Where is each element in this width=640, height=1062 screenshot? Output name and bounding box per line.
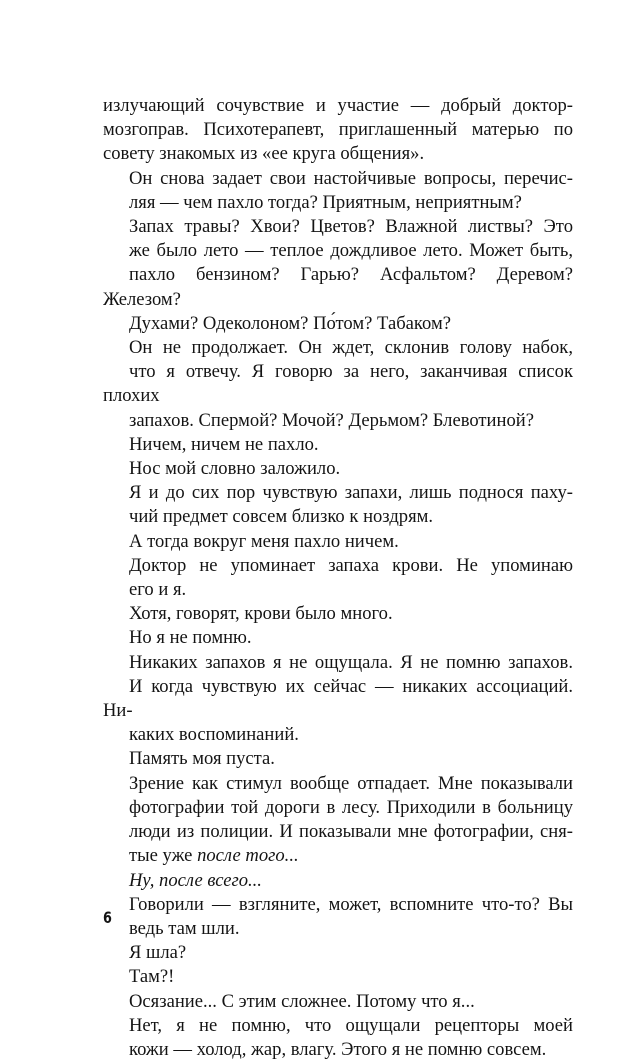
paragraph — [103, 530, 573, 554]
text-line: же было лето — теплое дождливое лето. Может быть, — [129, 240, 573, 262]
paragraph — [103, 167, 573, 215]
paragraph — [103, 433, 573, 457]
paragraph — [103, 651, 573, 748]
page-number: 6 — [103, 908, 112, 927]
paragraph — [103, 772, 573, 869]
text-line: Ничем, ничем не пахло. — [129, 433, 319, 455]
text-line: ляя — чем пахло тогда? Приятным, неприятным? — [129, 191, 522, 213]
paragraph — [103, 893, 573, 941]
text-line: Он не продолжает. Он ждет, склонив голову набок, — [129, 337, 573, 359]
text-line — [103, 844, 573, 868]
text-line: Говорили — взгляните, может, вспомните что-то? Вы — [129, 893, 573, 915]
text-line: излучающий сочувствие и участие — добрый доктор- — [103, 95, 573, 116]
paragraph — [103, 747, 573, 771]
text-line: Он снова задает свои настойчивые вопросы, перечис- — [129, 167, 573, 189]
text-line: Но я не помню. — [129, 627, 252, 649]
paragraph — [103, 312, 573, 336]
text-line: Нет, я не помню, что ощущали рецепторы моей — [129, 1014, 573, 1036]
text-line: Осязание... С этим сложнее. Потому что я... — [129, 990, 475, 1012]
italic-text-line: Ну, после всего... — [129, 869, 262, 891]
paragraph — [103, 965, 573, 989]
paragraph — [103, 869, 573, 893]
paragraph — [103, 336, 573, 433]
text-line: каких воспоминаний. — [129, 724, 299, 746]
text-line: Доктор не упоминает запаха крови. Не упоминаю — [129, 554, 573, 576]
text-line: А тогда вокруг меня пахло ничем. — [129, 530, 399, 552]
paragraph — [103, 481, 573, 529]
paragraph — [103, 94, 573, 167]
paragraph — [103, 626, 573, 650]
text-line: Нос мой словно заложило. — [129, 458, 341, 480]
paragraph — [103, 215, 573, 312]
text-line: Духами? Одеколоном? По́том? Табаком? — [129, 312, 451, 334]
text-line: ведь там шли. — [129, 917, 240, 939]
italic-text-run: после того... — [197, 845, 299, 867]
paragraph — [103, 941, 573, 965]
text-line: мозгоправ. Психотерапевт, приглашенный матерью по — [103, 119, 573, 141]
text-line: Хотя, говорят, крови было много. — [129, 603, 393, 625]
text-line: Я шла? — [129, 942, 187, 964]
text-line: Я и до сих пор чувствую запахи, лишь поднося паху- — [129, 482, 573, 504]
text-line: его и я. — [129, 579, 187, 601]
text-line: чий предмет совсем близко к ноздрям. — [129, 506, 434, 528]
text-line: что я отвечу. Я говорю за него, заканчивая список плохих — [103, 361, 573, 407]
text-line: И когда чувствую их сейчас — никаких ассоциаций. Ни- — [103, 675, 573, 722]
paragraph — [103, 602, 573, 626]
text-line: Запах травы? Хвои? Цветов? Влажной листвы? Это — [129, 216, 573, 238]
text-line: Никаких запахов я не ощущала. Я не помню запахов. — [129, 651, 573, 673]
text-line: пахло бензином? Гарью? Асфальтом? Деревом? Железом? — [103, 264, 573, 310]
text-line: Там?! — [129, 966, 175, 988]
text-line: фотографии той дороги в лесу. Приходили в больницу — [129, 796, 573, 818]
text-line: кожи — холод, жар, влагу. Этого я не помню совсем. — [129, 1038, 547, 1060]
text-run: тые уже — [129, 845, 198, 867]
page-body — [103, 94, 573, 1062]
paragraph — [103, 457, 573, 481]
text-line: запахов. Спермой? Мочой? Дерьмом? Блевотиной? — [129, 409, 534, 431]
text-line: люди из полиции. И показывали мне фотографии, сня- — [129, 821, 573, 843]
text-line: Зрение как стимул вообще отпадает. Мне показывали — [129, 772, 573, 794]
paragraph — [103, 554, 573, 602]
paragraph — [103, 990, 573, 1014]
text-line: Память моя пуста. — [129, 748, 275, 770]
paragraph — [103, 1014, 573, 1062]
text-line: совету знакомых из «ее круга общения». — [103, 143, 425, 165]
